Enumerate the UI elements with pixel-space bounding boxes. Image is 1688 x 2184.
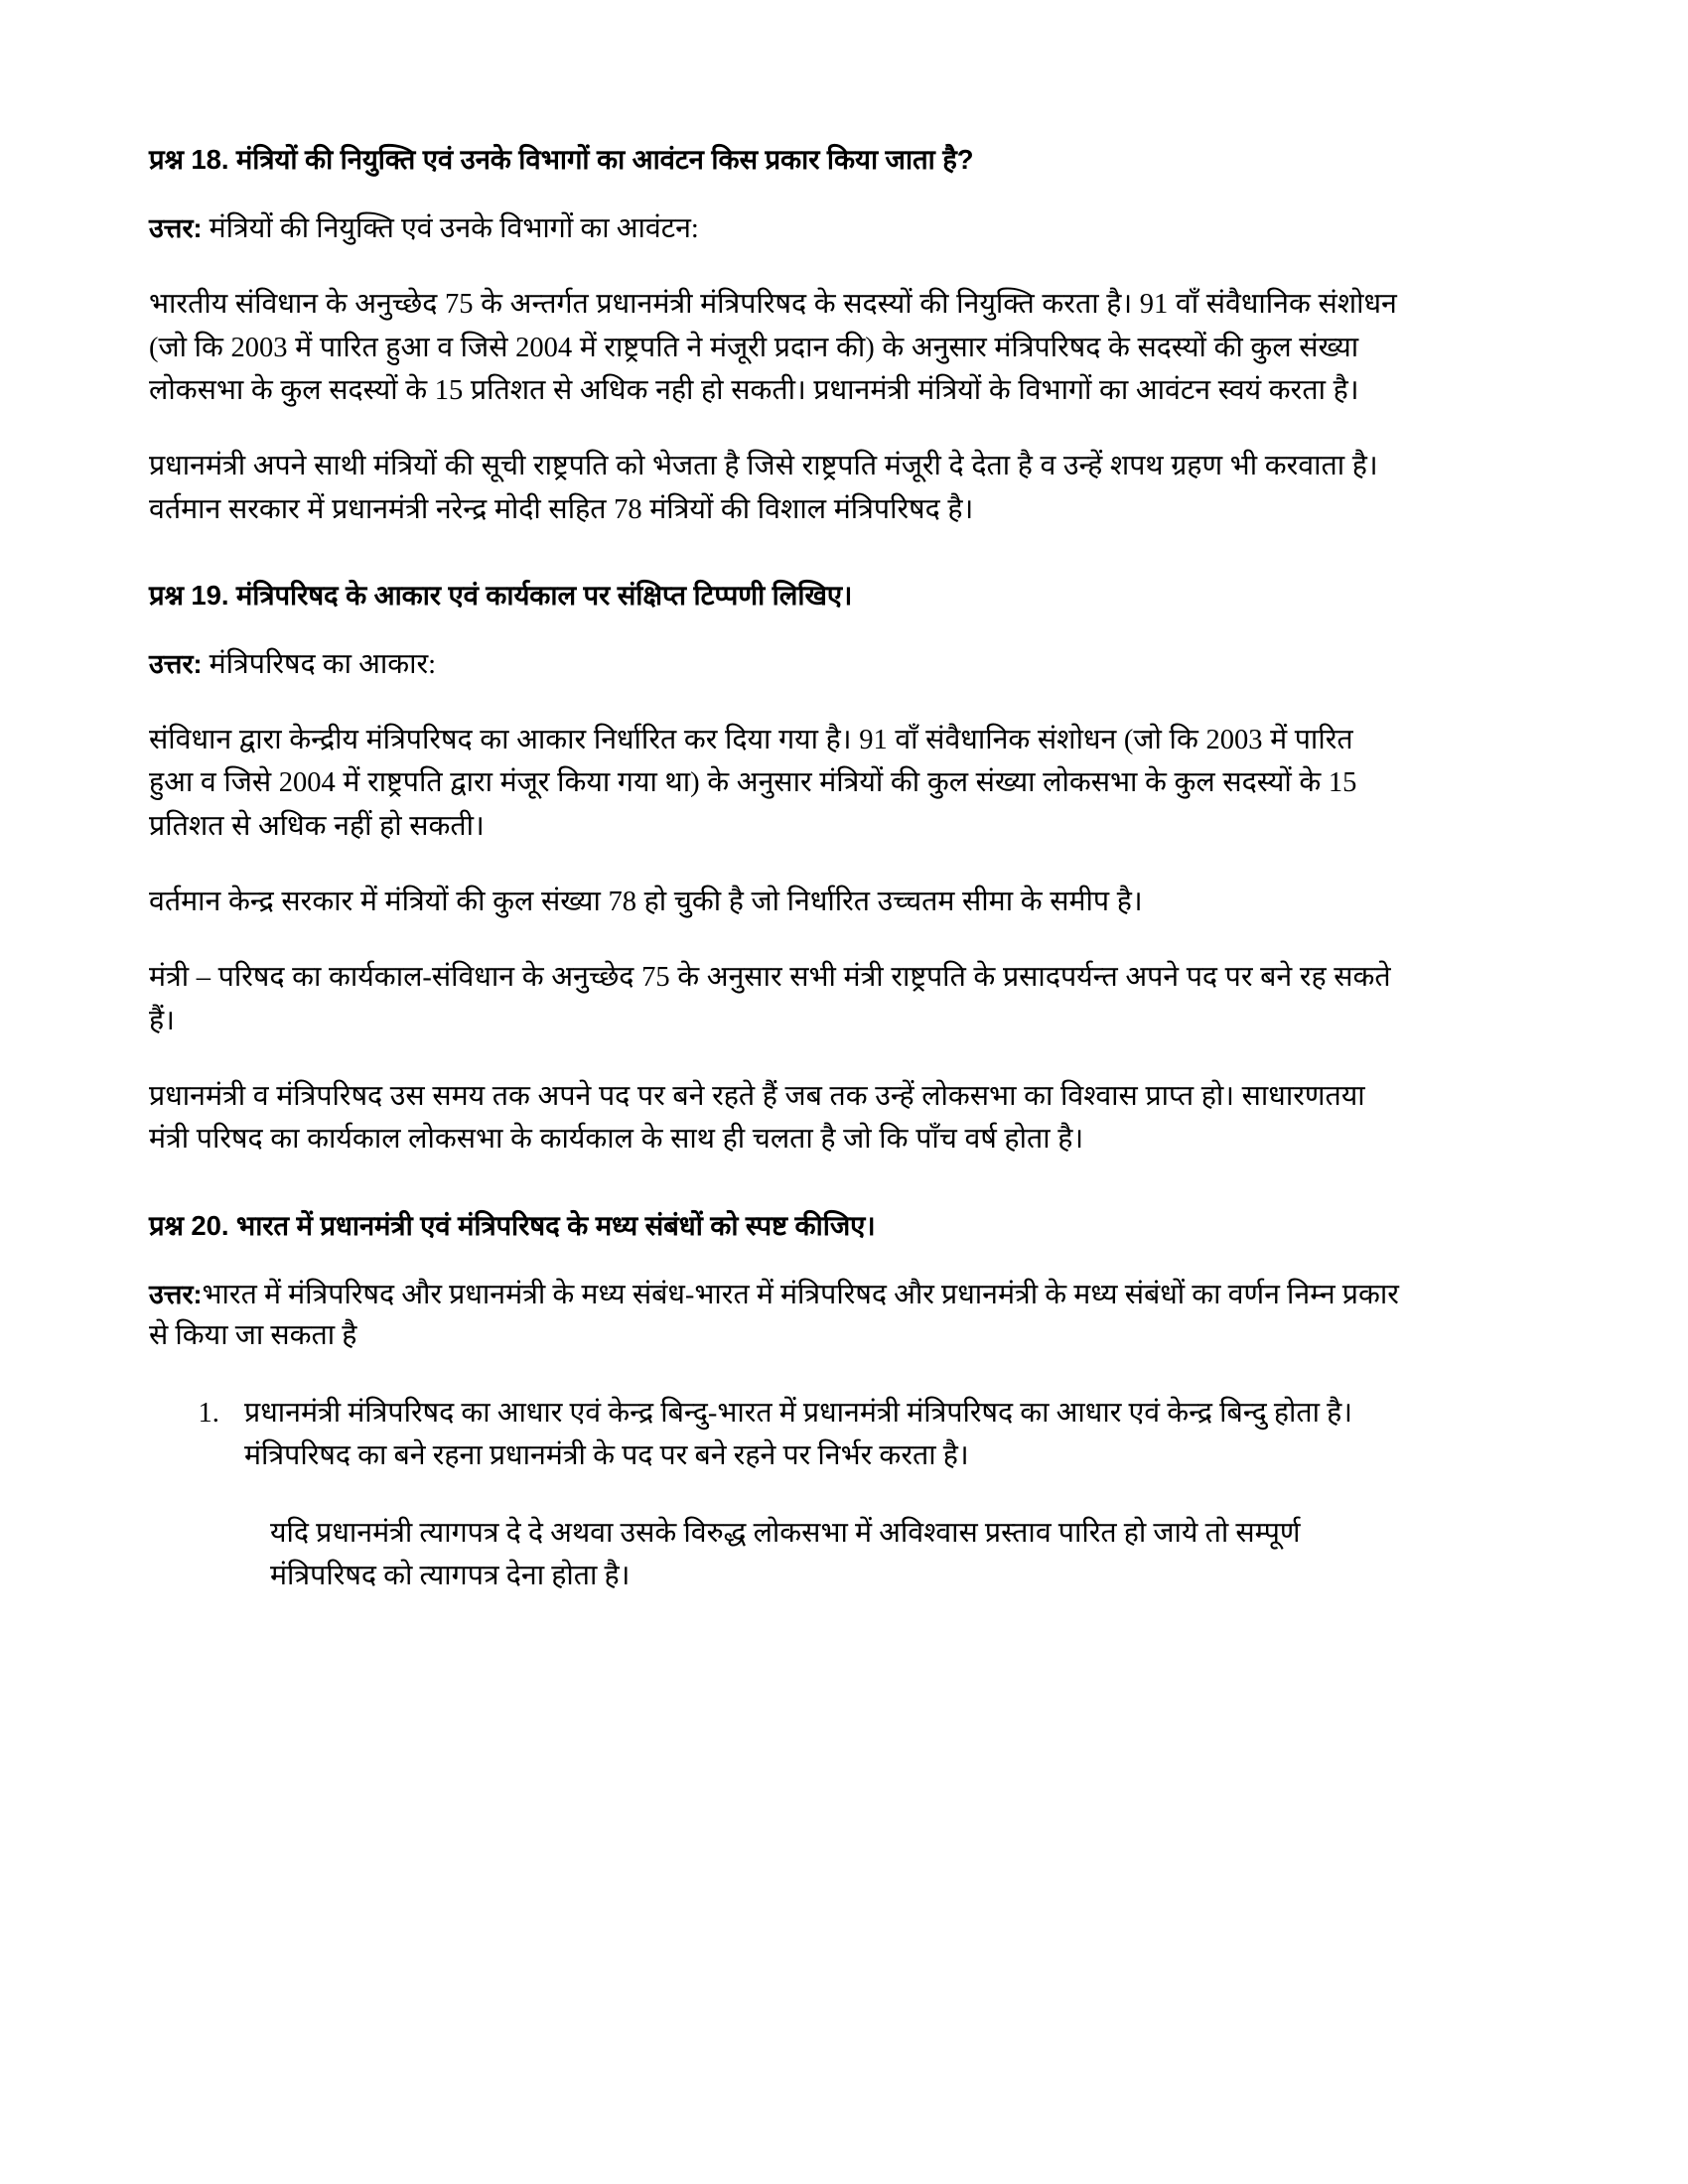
question-20-list — [149, 1392, 1400, 1597]
answer-label: उत्तर: — [149, 1279, 203, 1309]
question-19-paragraph-1: संविधान द्वारा केन्द्रीय मंत्रिपरिषद का आकार निर्धारित कर दिया गया है। 91 वाँ संवैधानिक संशोधन (जो कि 2003 में पारित हुआ व जिसे 2004 में राष्ट्रपति द्वारा मंजूर किया गया था) के अनुसार मंत्रियों की कुल संख्या लोकसभा के कुल सदस्यों के 15 प्रतिशत से अधिक नहीं हो सकती। — [149, 725, 1357, 842]
question-18-paragraph-2: प्रधानमंत्री अपने साथी मंत्रियों की सूची राष्ट्रपति को भेजता है जिसे राष्ट्रपति मंजूरी दे देता है व उन्हें शपथ ग्रहण भी करवाता है। वर्तमान सरकार में प्रधानमंत्री नरेन्द्र मोदी सहित 78 मंत्रियों की विशाल मंत्रिपरिषद है। — [149, 451, 1378, 525]
question-18-answer-lead — [149, 208, 1400, 249]
question-19-paragraph-3: मंत्री – परिषद का कार्यकाल-संविधान के अनुच्छेद 75 के अनुसार सभी मंत्री राष्ट्रपति के प्रसादपर्यन्त अपने पद पर बने रह सकते हैं। — [149, 962, 1391, 1036]
list-item-subparagraph: यदि प्रधानमंत्री त्यागपत्र दे दे अथवा उसके विरुद्ध लोकसभा में अविश्वास प्रस्ताव पारित हो जाये तो सम्पूर्ण मंत्रिपरिषद को त्यागपत्र देना होता है। — [270, 1517, 1301, 1592]
question-19-heading: प्रश्न 19. मंत्रिपरिषद के आकार एवं कार्यकाल पर संक्षिप्त टिप्पणी लिखिए। — [149, 579, 853, 611]
answer-lead-text: मंत्रियों की नियुक्ति एवं उनके विभागों का आवंटन: — [202, 212, 699, 244]
answer-label: उत्तर: — [149, 648, 203, 679]
answer-lead-text: मंत्रिपरिषद का आकार: — [202, 648, 437, 680]
question-20-heading: प्रश्न 20. भारत में प्रधानमंत्री एवं मंत्रिपरिषद के मध्य संबंधों को स्पष्ट कीजिए। — [149, 1209, 876, 1241]
question-20-answer-lead — [149, 1275, 1400, 1357]
question-19-answer-lead — [149, 644, 1400, 685]
list-item-text: 1. प्रधानमंत्री मंत्रिपरिषद का आधार एवं केन्द्र बिन्दु-भारत में प्रधानमंत्री मंत्रिपरिषद का आधार एवं केन्द्र बिन्दु होता है। मंत्रिपरिषद का बने रहना प्रधानमंत्री के पद पर बने रहने पर निर्भर करता है। — [244, 1398, 1353, 1472]
answer-lead-text: भारत में मंत्रिपरिषद और प्रधानमंत्री के मध्य संबंध-भारत में मंत्रिपरिषद और प्रधानमंत्री के मध्य संबंधों का वर्णन निम्न प्रकार से किया जा सकता है — [149, 1279, 1399, 1351]
question-18-paragraph-1: भारतीय संविधान के अनुच्छेद 75 के अन्तर्गत प्रधानमंत्री मंत्रिपरिषद के सदस्यों की नियुक्ति करता है। 91 वाँ संवैधानिक संशोधन (जो कि 2003 में पारित हुआ व जिसे 2004 में राष्ट्रपति ने मंजूरी प्रदान की) के अनुसार मंत्रिपरिषद के सदस्यों की कुल संख्या लोकसभा के कुल सदस्यों के 15 प्रतिशत से अधिक नही हो सकती। प्रधानमंत्री मंत्रियों के विभागों का आवंटन स्वयं करता है। — [149, 289, 1397, 406]
document-content — [149, 141, 1400, 1597]
answer-label: उत्तर: — [149, 212, 203, 243]
question-19-paragraph-2: वर्तमान केन्द्र सरकार में मंत्रियों की कुल संख्या 78 हो चुकी है जो निर्धारित उच्चतम सीमा के समीप है। — [149, 887, 1143, 917]
question-18-heading: प्रश्न 18. मंत्रियों की नियुक्ति एवं उनके विभागों का आवंटन किस प्रकार किया जाता है? — [149, 144, 974, 175]
list-item — [226, 1392, 1400, 1597]
question-19-paragraph-4: प्रधानमंत्री व मंत्रिपरिषद उस समय तक अपने पद पर बने रहते हैं जब तक उन्हें लोकसभा का विश्वास प्राप्त हो। साधारणतया मंत्री परिषद का कार्यकाल लोकसभा के कार्यकाल के साथ ही चलता है जो कि पाँच वर्ष होता है। — [149, 1080, 1365, 1156]
